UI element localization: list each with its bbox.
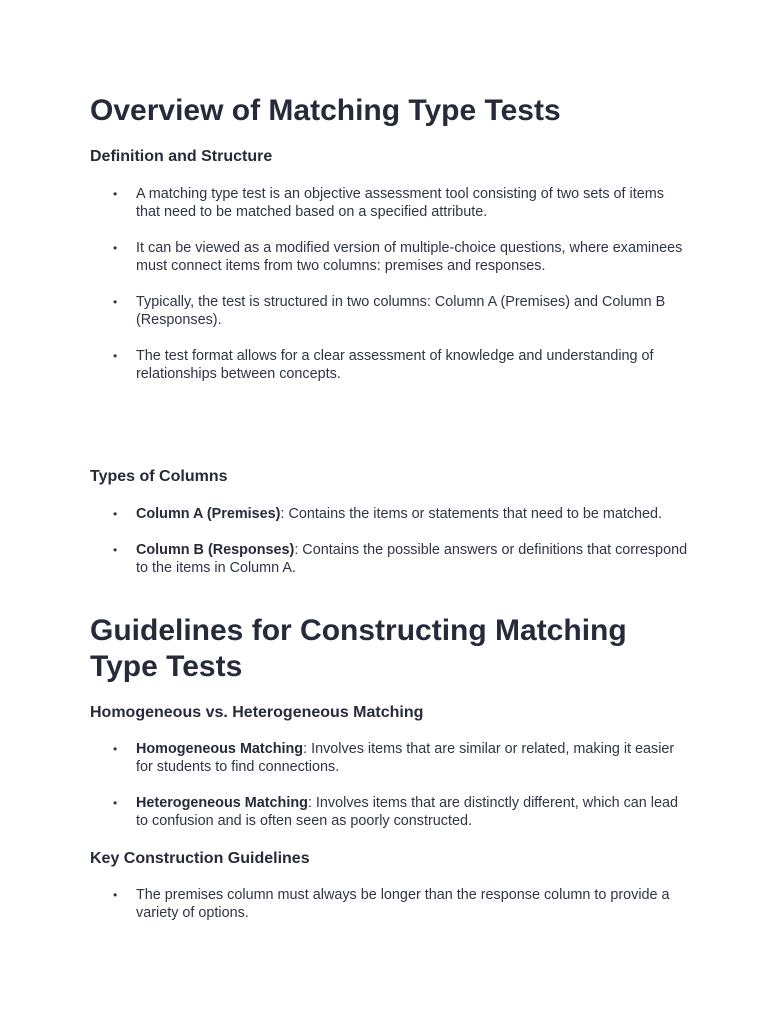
- bullet-icon: •: [113, 507, 118, 521]
- definition-list: [90, 185, 690, 401]
- bullet-icon: •: [113, 295, 118, 309]
- subheading-definition-structure: Definition and Structure: [90, 148, 273, 165]
- list-item: • It can be viewed as a modified version of multiple-choice questions, where examinees must connect items from two columns: premises and responses.: [113, 240, 683, 274]
- list-item: • Heterogeneous Matching: Involves items that are distinctly different, which can lead to confusion and is often seen as poorly constructed.: [113, 795, 678, 829]
- term: Column A (Premises): [136, 506, 281, 522]
- list-item: • Homogeneous Matching: Involves items that are similar or related, making it easier for students to find connections.: [113, 741, 675, 775]
- matching-types-list: [90, 740, 690, 848]
- columns-list: [90, 505, 690, 595]
- list-item: • Column A (Premises): Contains the items or statements that need to be matched.: [113, 506, 663, 522]
- bullet-icon: •: [113, 187, 118, 201]
- guidelines-list: [90, 886, 690, 940]
- bullet-icon: •: [113, 241, 118, 255]
- bullet-icon: •: [113, 796, 118, 810]
- subheading-homogeneous-heterogeneous: Homogeneous vs. Heterogeneous Matching: [90, 704, 424, 721]
- list-item: • The premises column must always be longer than the response column to provide a variety of options.: [113, 887, 670, 921]
- section-title-overview: Overview of Matching Type Tests: [90, 94, 561, 127]
- term: Heterogeneous Matching: [136, 795, 308, 811]
- list-item: • A matching type test is an objective assessment tool consisting of two sets of items that need to be matched based on a specified attribute.: [113, 186, 664, 220]
- bullet-icon: •: [113, 888, 118, 902]
- list-item: • Typically, the test is structured in two columns: Column A (Premises) and Column B (Responses).: [113, 294, 666, 328]
- term: Homogeneous Matching: [136, 741, 304, 757]
- term: Column B (Responses): [136, 542, 295, 558]
- section-title-guidelines: Guidelines for Constructing Matching Type Tests: [90, 614, 627, 683]
- bullet-icon: •: [113, 742, 118, 756]
- bullet-icon: •: [113, 543, 118, 557]
- list-item: • Column B (Responses): Contains the possible answers or definitions that correspond to the items in Column A.: [113, 542, 688, 576]
- bullet-icon: •: [113, 349, 118, 363]
- subheading-types-of-columns: Types of Columns: [90, 468, 228, 485]
- subheading-key-guidelines: Key Construction Guidelines: [90, 850, 310, 867]
- list-item: • The test format allows for a clear assessment of knowledge and understanding of relationships between concepts.: [113, 348, 654, 382]
